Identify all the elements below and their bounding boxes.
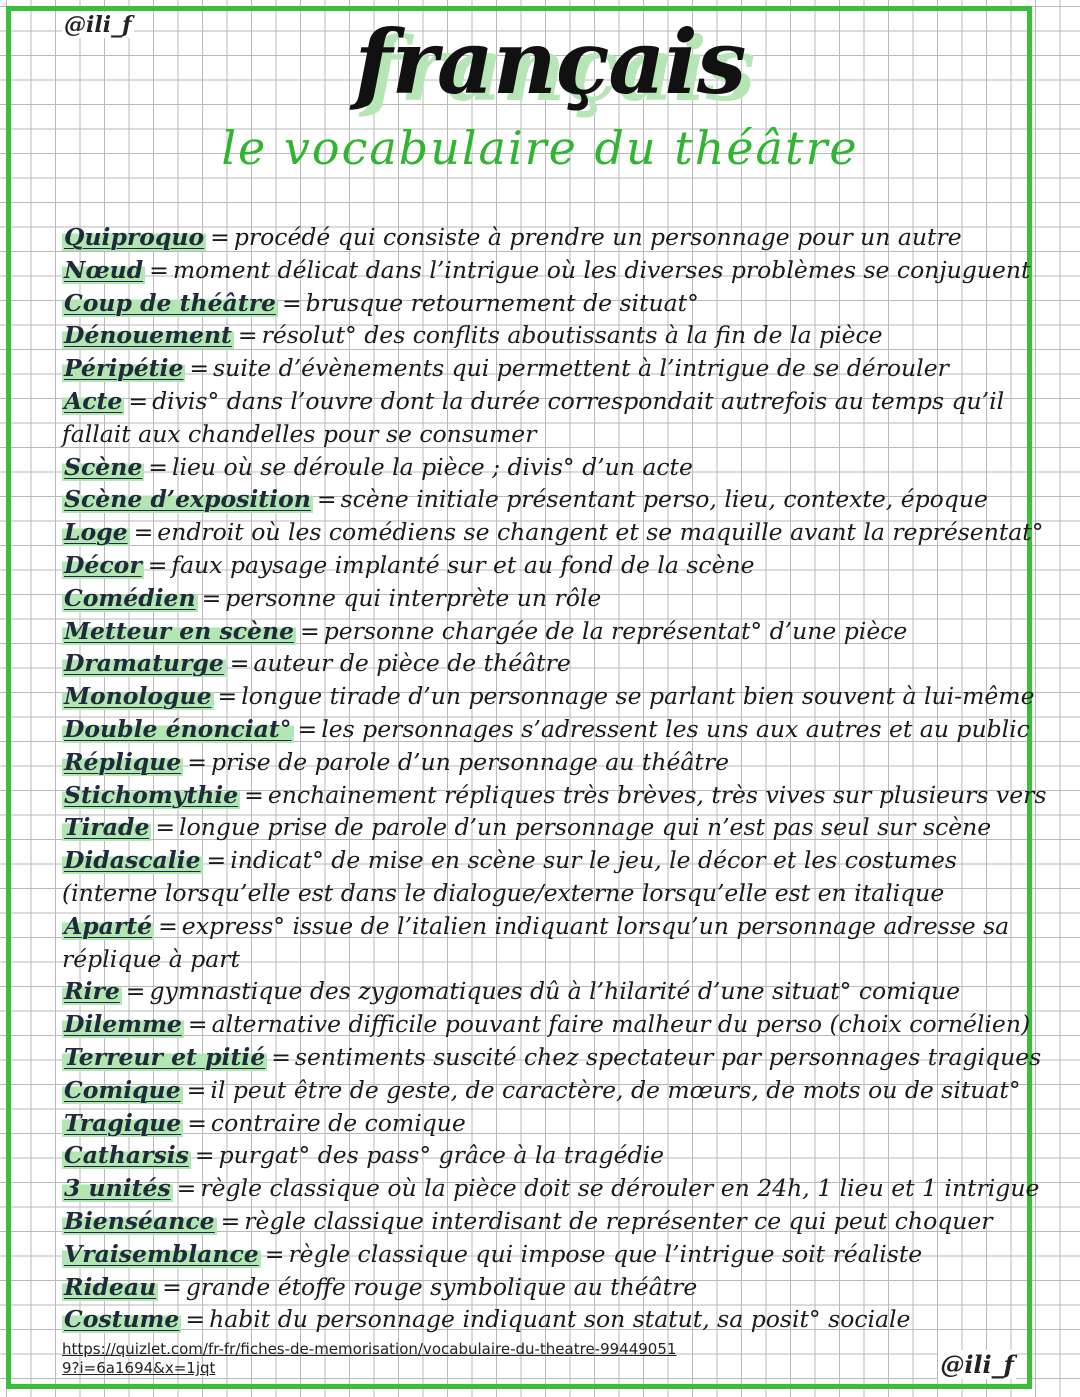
vocab-term: Scène d’exposition (64, 485, 311, 514)
equals-sign: = (149, 255, 169, 284)
equals-sign: = (147, 550, 168, 579)
vocab-definition: enchainement répliques très brèves, très vives sur plusieurs vers (267, 780, 1047, 809)
vocab-definition: lieu où se déroule la pièce ; divis° d’un acte (171, 452, 693, 481)
vocab-definition: règle classique où la pièce doit se dérouler en 24h, 1 lieu et 1 intrigue (200, 1174, 1040, 1203)
vocab-definition: brusque retournement de situat° (305, 288, 699, 317)
equals-sign: = (187, 1010, 208, 1039)
vocab-definition: longue tirade d’un personnage se parlant bien souvent à lui-même (241, 682, 1035, 711)
vocab-entry (62, 1303, 1022, 1336)
vocab-definition: il peut être de geste, de caractère, de mœurs, de mots ou de situat° (210, 1075, 1021, 1104)
vocab-entry (62, 615, 1022, 648)
equals-sign: = (187, 747, 207, 776)
vocab-term: Péripétie (64, 354, 184, 383)
vocab-entry (62, 549, 1022, 582)
author-handle-top: @ili_f (64, 12, 132, 38)
vocab-term: Nœud (64, 255, 144, 284)
vocab-term: Didascalie (64, 846, 201, 875)
vocab-entry (62, 746, 1022, 779)
vocab-entry (62, 221, 1022, 254)
vocab-term: Tirade (64, 813, 150, 842)
vocab-term: Tragique (64, 1108, 182, 1137)
equals-sign: = (185, 1305, 206, 1334)
vocab-term: Aparté (64, 911, 153, 940)
vocab-term: Dénouement (64, 321, 232, 350)
vocab-term: Comique (64, 1075, 181, 1104)
vocab-term: Acte (64, 386, 123, 415)
vocab-term: Rideau (64, 1272, 157, 1301)
vocab-term: Loge (64, 518, 128, 547)
vocab-term: Scène (64, 452, 143, 481)
vocab-term: Costume (64, 1305, 180, 1334)
vocab-definition: les personnages s’adressent les uns aux autres et au public (321, 714, 1030, 743)
vocab-term: Rire (64, 977, 120, 1006)
equals-sign: = (155, 813, 176, 842)
vocab-term: Terreur et pitié (64, 1042, 266, 1071)
vocab-definition: règle classique interdisant de représenter ce qui peut choquer (244, 1206, 993, 1235)
vocab-entry (62, 1107, 1022, 1140)
vocab-definition: habit du personnage indiquant son statut, sa posit° sociale (209, 1305, 911, 1334)
equals-sign: = (162, 1272, 182, 1301)
equals-sign: = (281, 288, 302, 317)
page-subtitle: le vocabulaire du théâtre (221, 121, 859, 175)
vocab-definition: endroit où les comédiens se changent et se maquille avant la représentat° (157, 518, 1044, 547)
vocab-definition: personne chargée de la représentat° d’une pièce (323, 616, 908, 645)
vocab-term: Catharsis (64, 1141, 189, 1170)
vocab-term: Coup de théâtre (64, 288, 276, 317)
vocab-term: Double énonciat° (64, 714, 292, 743)
vocab-term: Décor (64, 550, 142, 579)
vocab-entry (62, 647, 1022, 680)
equals-sign: = (148, 452, 168, 481)
author-handle-bottom: @ili_f (940, 1350, 1014, 1379)
vocab-entry (62, 516, 1044, 549)
vocab-definition: moment délicat dans l’intrigue où les diverses problèmes se conjuguent (172, 255, 1031, 284)
vocab-entry (62, 811, 1022, 844)
vocab-entry (62, 451, 1022, 484)
vocab-entry (62, 582, 1022, 615)
equals-sign: = (264, 1239, 285, 1268)
vocab-entry (62, 680, 1035, 713)
vocab-definition: express° issue de l’italien indiquant lorsqu’un personnage adresse sa réplique à part (62, 911, 1010, 973)
vocab-definition: sentiments suscité chez spectateur par personnages tragiques (294, 1042, 1042, 1071)
vocab-definition: règle classique qui impose que l’intrigue soit réaliste (288, 1239, 923, 1268)
vocab-definition: personne qui interprète un rôle (225, 583, 602, 612)
vocab-term: Dramaturge (64, 649, 224, 678)
equals-sign: = (229, 649, 250, 678)
vocab-definition: grande étoffe rouge symbolique au théâtre (185, 1272, 698, 1301)
vocab-entry (62, 1139, 1022, 1172)
vocab-entry (62, 287, 1022, 320)
vocab-definition: procédé qui consiste à prendre un personnage pour un autre (233, 223, 962, 251)
equals-sign: = (176, 1174, 197, 1203)
vocab-term: Dilemme (64, 1010, 182, 1039)
vocab-entry (62, 1008, 1031, 1041)
vocab-term: Comédien (64, 583, 196, 612)
vocab-entry (62, 713, 1030, 746)
vocab-term: Réplique (64, 747, 182, 776)
vocab-definition: contraire de comique (210, 1108, 466, 1137)
vocab-entry (62, 1074, 1022, 1107)
equals-sign: = (186, 1075, 207, 1104)
equals-sign: = (237, 321, 258, 350)
equals-sign: = (194, 1141, 215, 1170)
vocab-definition: purgat° des pass° grâce à la tragédie (218, 1141, 664, 1170)
equals-sign: = (210, 223, 230, 251)
page-title: français (354, 10, 746, 114)
vocab-term: Metteur en scène (64, 616, 295, 645)
vocab-term: Vraisemblance (64, 1239, 259, 1268)
vocab-definition: suite d’évènements qui permettent à l’intrigue de se dérouler (213, 354, 949, 383)
equals-sign: = (133, 518, 154, 547)
equals-sign: = (300, 616, 320, 645)
vocab-term: Bienséance (64, 1206, 215, 1235)
vocab-definition: faux paysage implanté sur et au fond de la scène (171, 550, 755, 579)
vocab-definition: indicat° de mise en scène sur le jeu, le décor et les costumes (interne lorsqu’elle est dans le dialogue/externe lorsqu’elle est en italique (62, 846, 957, 907)
vocab-entry (62, 1271, 1022, 1304)
equals-sign: = (206, 846, 227, 875)
vocab-entry (62, 1172, 1040, 1205)
vocab-entry (62, 910, 1022, 976)
vocab-entry (62, 385, 1022, 451)
equals-sign: = (187, 1108, 207, 1137)
vocab-entry (62, 352, 1022, 385)
vocab-definition: gymnastique des zygomatiques dû à l’hilarité d’une situat° comique (149, 977, 961, 1006)
vocab-definition: résolut° des conflits aboutissants à la fin de la pièce (261, 321, 883, 350)
equals-sign: = (125, 977, 146, 1006)
equals-sign: = (201, 583, 222, 612)
vocab-definition: auteur de pièce de théâtre (253, 649, 571, 678)
vocabulary-list (62, 221, 1047, 1336)
vocab-definition: prise de parole d’un personnage au théâtre (210, 747, 729, 776)
vocab-term: 3 unités (64, 1174, 171, 1203)
equals-sign: = (189, 354, 210, 383)
vocab-term: Monologue (64, 682, 212, 711)
vocab-entry (62, 1041, 1042, 1074)
vocab-definition: divis° dans l’ouvre dont la durée correspondait autrefois au temps qu’il fallait aux chandelles pour se consumer (62, 386, 1005, 448)
vocab-definition: scène initiale présentant perso, lieu, contexte, époque (340, 485, 988, 514)
equals-sign: = (220, 1206, 241, 1235)
equals-sign: = (271, 1042, 291, 1071)
equals-sign: = (297, 714, 318, 743)
vocab-entry (62, 319, 1022, 352)
vocab-entry (62, 483, 1022, 516)
vocab-entry (62, 254, 1031, 287)
vocab-definition: longue prise de parole d’un personnage qui n’est pas seul sur scène (179, 813, 992, 842)
vocab-definition: alternative difficile pouvant faire malheur du perso (choix cornélien) (211, 1010, 1031, 1039)
vocab-term: Stichomythie (64, 780, 239, 809)
vocab-entry (62, 1238, 1022, 1271)
equals-sign: = (128, 386, 149, 415)
equals-sign: = (217, 682, 238, 711)
vocab-entry (62, 975, 1022, 1008)
equals-sign: = (316, 485, 337, 514)
equals-sign: = (158, 911, 178, 940)
vocab-entry (62, 844, 1022, 910)
equals-sign: = (244, 780, 264, 809)
quizlet-link[interactable]: https://quizlet.com/fr-fr/fiches-de-memorisation/vocabulaire-du-theatre-994490519?i=6a1694&x=1jqt (62, 1340, 677, 1377)
vocab-entry (62, 779, 1047, 812)
vocab-entry (62, 1205, 1022, 1238)
vocab-term: Quiproquo (64, 223, 205, 251)
